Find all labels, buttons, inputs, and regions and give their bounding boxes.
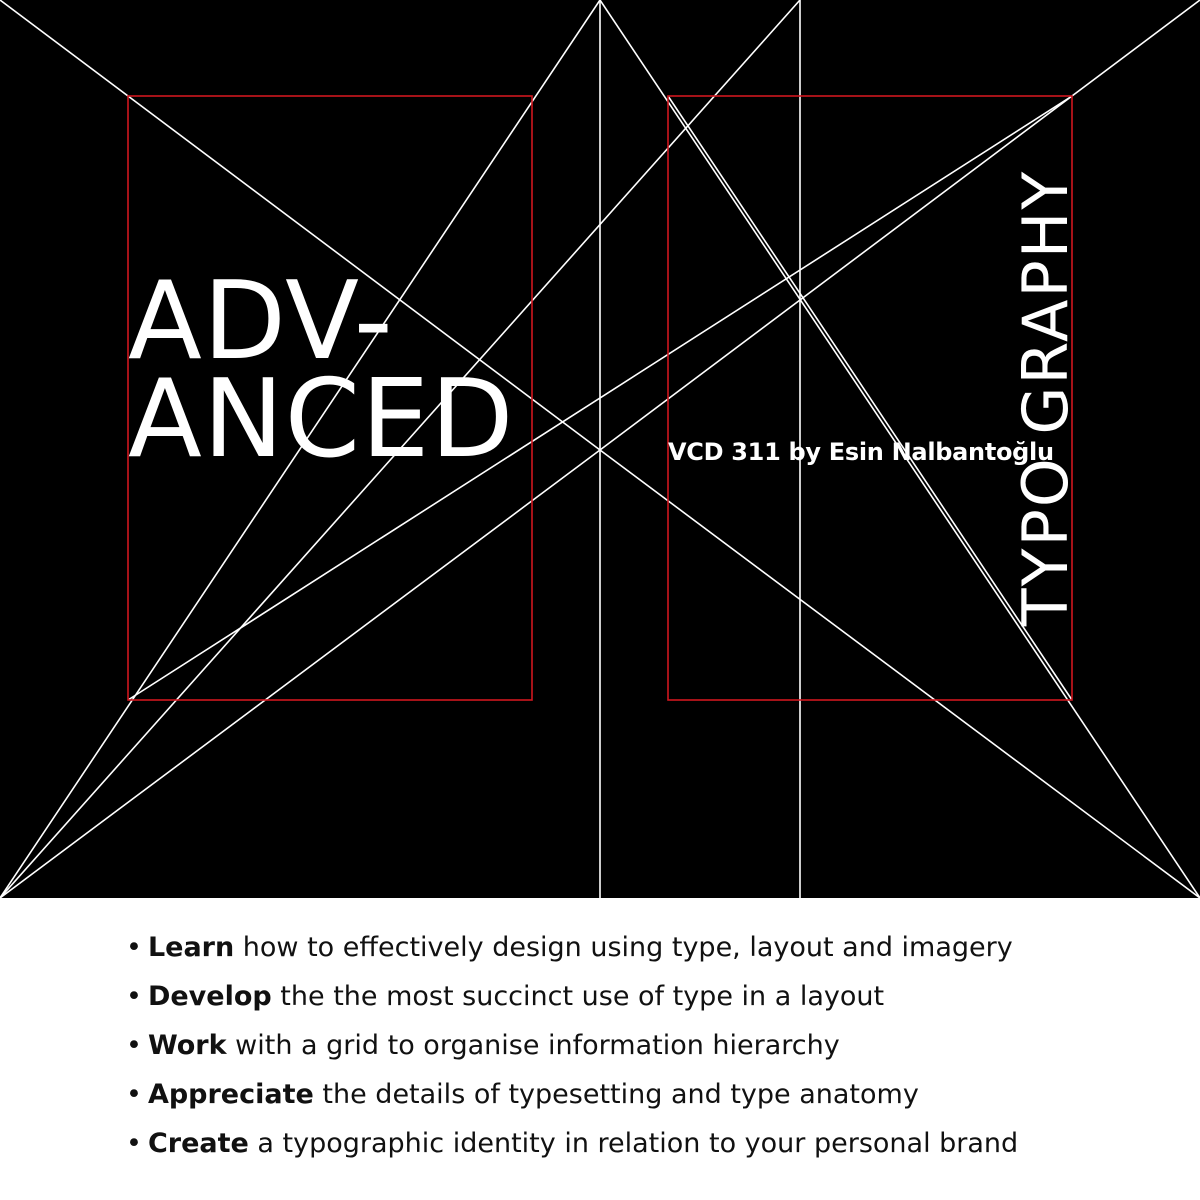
vertical-title-text: TYPO GRAPHY — [1009, 169, 1082, 627]
bullet-glyph: • — [126, 1079, 142, 1110]
goal-text: with a grid to organise information hierarchy — [226, 1030, 840, 1061]
goal-text: a typographic identity in relation to your personal brand — [248, 1128, 1019, 1159]
goal-item — [126, 1075, 1018, 1124]
title-line-2: ANCED — [128, 357, 515, 482]
title-line-1: ADV- — [128, 259, 394, 384]
goal-item — [126, 1124, 1018, 1173]
goal-item — [126, 977, 1018, 1026]
goal-text: how to effectively design using type, layout and imagery — [234, 932, 1013, 963]
grid-line — [600, 450, 1200, 898]
grid-line — [0, 450, 600, 898]
goal-item — [126, 928, 1018, 977]
vertical-title — [1009, 96, 1082, 700]
course-goals-list — [126, 928, 1018, 1173]
bullet-glyph: • — [126, 981, 142, 1012]
bullet-glyph: • — [126, 1030, 142, 1061]
goal-text: the details of typesetting and type anatomy — [313, 1079, 919, 1110]
goal-verb: Create — [147, 1128, 249, 1159]
bullet-glyph: • — [126, 1128, 142, 1159]
goal-verb: Learn — [147, 932, 235, 963]
goal-item — [126, 1026, 1018, 1075]
goal-verb: Appreciate — [147, 1079, 314, 1110]
grid-line — [600, 0, 1200, 450]
course-byline: VCD 311 by Esin Nalbantoğlu — [668, 438, 1054, 466]
goal-verb: Work — [147, 1030, 227, 1061]
goal-text: the the most succinct use of type in a layout — [271, 981, 885, 1012]
bullet-glyph: • — [126, 932, 142, 963]
goal-verb: Develop — [147, 981, 272, 1012]
